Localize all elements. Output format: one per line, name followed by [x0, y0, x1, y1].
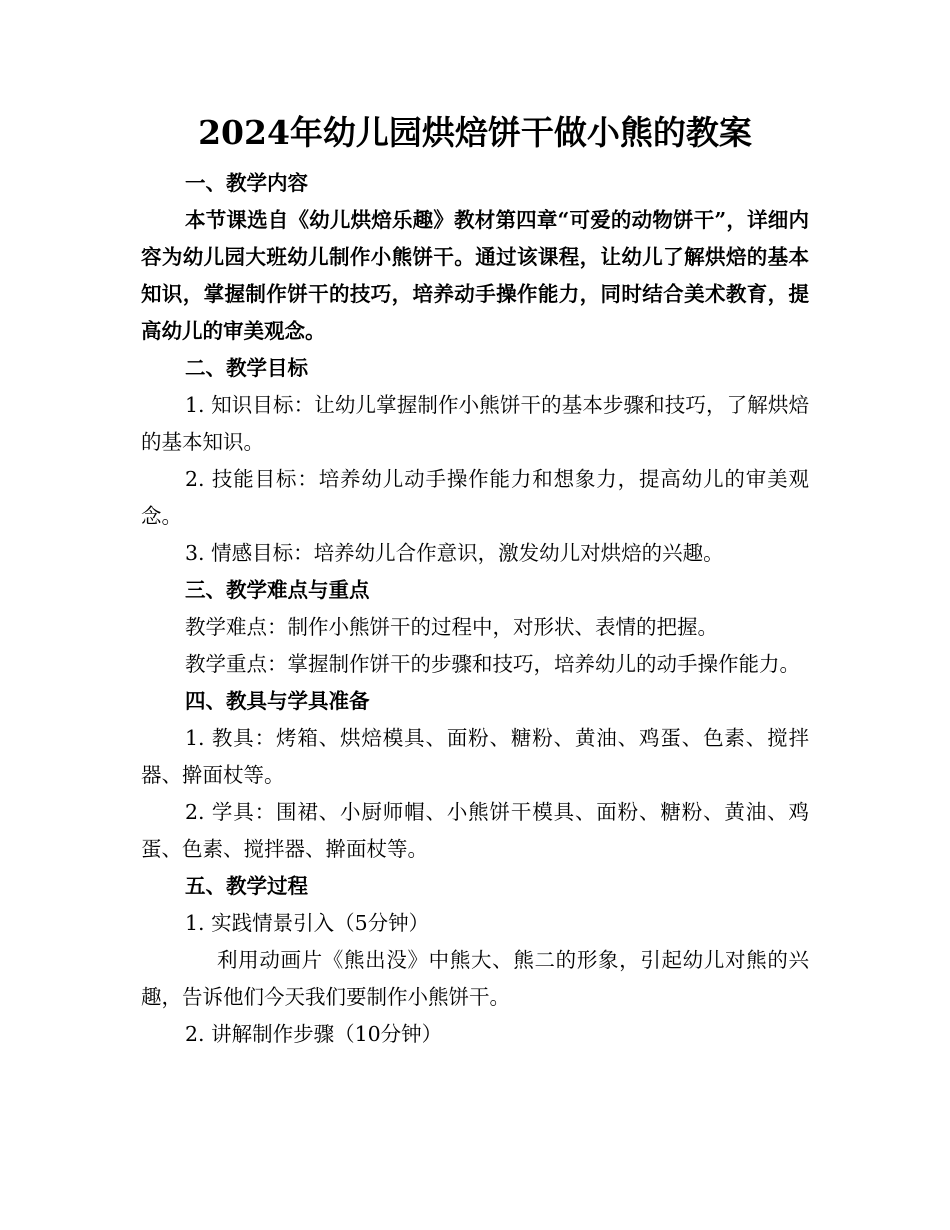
- objective-skill: 2. 技能目标：培养幼儿动手操作能力和想象力，提高幼儿的审美观念。: [141, 467, 809, 528]
- difficulty-paragraph: 教学难点：制作小熊饼干的过程中，对形状、表情的把握。: [185, 615, 718, 639]
- objective-knowledge: 1. 知识目标：让幼儿掌握制作小熊饼干的基本步骤和技巧，了解烘焙的基本知识。: [141, 393, 809, 454]
- process-step-2: 2. 讲解制作步骤（10分钟）: [185, 1022, 443, 1046]
- document-body: [141, 165, 809, 1053]
- section-heading-process: 五、教学过程: [185, 874, 308, 898]
- content-paragraph: 本节课选自《幼儿烘焙乐趣》教材第四章“可爱的动物饼干”，详细内容为幼儿园大班幼儿制作小熊饼干。通过该课程，让幼儿了解烘焙的基本知识，掌握制作饼干的技巧，培养动手操作能力，同时结合美术教育，提高幼儿的审美观念。: [141, 208, 809, 343]
- document-title: 2024年幼儿园烘焙饼干做小熊的教案: [198, 113, 752, 152]
- section-heading-objectives: 二、教学目标: [185, 356, 308, 380]
- learning-tools: 2. 学具：围裙、小厨师帽、小熊饼干模具、面粉、糖粉、黄油、鸡蛋、色素、搅拌器、擀面杖等。: [141, 800, 809, 861]
- section-heading-materials: 四、教具与学具准备: [185, 689, 370, 713]
- objective-emotion: 3. 情感目标：培养幼儿合作意识，激发幼儿对烘焙的兴趣。: [185, 541, 724, 565]
- teaching-tools: 1. 教具：烤箱、烘焙模具、面粉、糖粉、黄油、鸡蛋、色素、搅拌器、擀面杖等。: [141, 726, 809, 787]
- process-step-1-detail: 利用动画片《熊出没》中熊大、熊二的形象，引起幼儿对熊的兴趣，告诉他们今天我们要制作小熊饼干。: [141, 948, 809, 1009]
- section-heading-key-points: 三、教学难点与重点: [185, 578, 370, 602]
- process-step-1: 1. 实践情景引入（5分钟）: [185, 911, 430, 935]
- key-point-paragraph: 教学重点：掌握制作饼干的步骤和技巧，培养幼儿的动手操作能力。: [185, 652, 800, 676]
- section-heading-content: 一、教学内容: [185, 171, 308, 195]
